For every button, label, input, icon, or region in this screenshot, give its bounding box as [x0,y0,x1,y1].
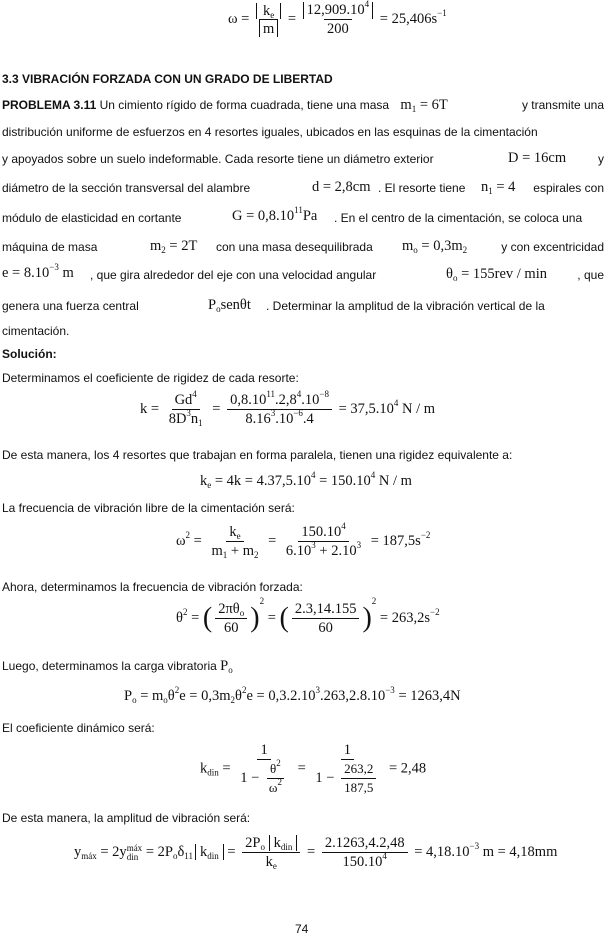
eq-text: 1 − [240,769,260,786]
inline-math: = 2T [169,238,198,254]
solution-text-2: De esta manera, los 4 resortes que trabajan en forma paralela, tienen una rigidez equivalente a: [2,448,513,462]
paragraph-text: Luego, determinamos la carga vibratoria [2,659,217,673]
solution-text-5 [2,659,233,673]
eq-text: = 25,406s [379,10,438,27]
fraction [303,2,374,37]
solution-text-6: El coeficiente dinámico será: [2,721,155,735]
eq-text: 3 [186,408,191,418]
eq-text: 60 [318,620,333,637]
equation-ke [200,470,412,490]
eq-text: 2P [245,835,261,851]
eq-text: 2 [259,596,265,606]
eq-text: θ [176,610,183,626]
eq-text: ω [176,532,186,549]
problem-line-8 [2,299,604,313]
inline-math: = 0,3m [421,238,463,254]
eq-text: = 263,2s [379,610,430,626]
section-heading: 3.3 VIBRACIÓN FORZADA CON UN GRADO DE LIBERTAD [2,72,333,86]
eq-text: m [259,19,278,37]
eq-text: .2,8 [275,392,297,408]
equation-Po [124,685,461,705]
paragraph-text: y [598,152,604,166]
inline-math: = 155rev / min [461,266,547,282]
paragraph-text: Un cimiento rígido de forma cuadrada, tiene una masa [96,98,390,112]
eq-text: = [287,10,297,27]
eq-text: y [74,843,82,860]
eq-text: = 2,48 [388,760,427,777]
eq-text: 4 [296,389,302,399]
eq-text: Gd [174,392,193,408]
problem-line-6 [2,240,604,254]
eq-text: 2 [174,685,180,695]
eq-text: m = 4,18mm [479,843,558,860]
eq-text: 3 [356,540,362,550]
eq-text: 150.10 [301,524,342,540]
problem-line-5 [2,205,604,225]
eq-text: = [297,760,306,777]
eq-text: 2 [182,607,188,617]
eq-text: din [207,850,219,861]
eq-text: = 150.10 [315,473,371,489]
eq-text: + 2.10 [315,543,357,559]
inline-math: o [413,245,418,255]
eq-text: o [163,695,168,705]
eq-text: o [132,695,137,705]
eq-text: 4 [310,470,316,480]
eq-text: 3 [311,540,316,550]
paragraph-text: y con excentricidad [501,240,604,254]
inline-math: θ [446,266,453,282]
paragraph-text: máquina de masa [2,240,98,254]
eq-text: 2 [230,695,236,705]
eq-text: 11 [266,389,276,399]
eq-text: P [124,688,133,704]
eq-text: 1 [198,418,203,428]
eq-text: .10 [275,411,294,427]
eq-text: 3 [315,685,320,695]
problem-line-9: cimentación. [2,324,70,338]
eq-text: θ [235,688,242,704]
equation-omega [176,521,431,560]
eq-text: 1 [341,742,354,760]
paragraph-text: espirales con [533,181,604,195]
eq-text: = [212,400,221,417]
eq-text: = 4,18.10 [414,843,470,860]
inline-math: 1 [411,104,417,114]
eq-text: −3 [469,840,480,851]
eq-text: 2.3,14.155 [292,601,360,619]
eq-text: din [207,767,219,778]
eq-text: .4 [302,411,314,427]
eq-text: 4 [382,851,387,861]
eq-text: 3 [270,408,276,418]
eq-text: o [260,842,265,852]
eq-text: 187,5 [344,780,374,795]
top-equation [228,2,447,37]
eq-text: 11 [184,850,193,861]
solution-text-4: Ahora, determinamos la frecuencia de vibración forzada: [2,580,303,594]
eq-text: = [222,760,231,777]
equation-ymax: $y_{máx} = 2y$ máx din = $2P_o\delta_{11}$ $k_{din}$ = $\frac{2P_o k_{din}}{k_e}$ = $\frac{2.1263,4.2,48}{150.10^4}$ = $4,18.10^{-3}$ m = 4,18mm [74,835,558,871]
inline-math: Pa [302,208,318,224]
eq-text: 2 [371,596,377,606]
paragraph-text: . Determinar la amplitud de la vibración vertical de la [266,299,545,313]
eq-text: 2 [185,529,191,540]
inline-math: −3 [49,262,59,272]
eq-text: 1 − [315,769,335,786]
paragraph-text: , que gira alrededor del eje con una velocidad angular [90,268,377,282]
eq-text: 1 [222,550,228,560]
inline-math: G = 0,8.10 [232,208,295,224]
eq-text: = [193,532,202,549]
inline-math: = 6T [419,97,448,113]
eq-text: 4 [364,0,370,9]
eq-text: 4 [370,470,376,480]
inline-math: 1 [488,186,493,196]
eq-text: N / m [375,473,412,489]
solution-label: Solución: [2,347,57,361]
eq-text: −6 [293,408,303,418]
eq-text: e = 0,3m [179,688,231,704]
eq-text: = 4k = 4.37,5.10 [214,473,311,489]
paragraph-text: diámetro de la sección transversal del alambre [2,181,251,195]
eq-text: 263,2 [341,761,376,779]
eq-text: = 1263,4N [394,688,461,704]
eq-text: −2 [420,529,431,540]
eq-text: 2.1263,4.2,48 [322,835,408,853]
eq-text: k [229,524,237,540]
eq-text: o [172,850,178,861]
paragraph-text: . En el centro de la cimentación, se coloca una [334,211,583,225]
paragraph-text: . El resorte tiene [378,181,466,195]
eq-text: 0,8.10 [230,392,267,408]
eq-text: δ [177,843,185,860]
eq-text: 2πθ [218,601,240,618]
problem-line-3 [2,152,604,166]
eq-text: k [273,835,281,851]
inline-math: m [58,265,74,281]
eq-text: e [207,480,212,490]
eq-text: máx [126,842,143,853]
eq-text: e [272,861,277,871]
solution-text-3: La frecuencia de vibración libre de la cimentación será: [2,501,295,515]
eq-text: k [200,760,208,777]
inline-math: D = 16cm [508,150,567,166]
eq-text: 2 [277,777,282,787]
inline-math: m [402,238,414,254]
eq-text: 8.16 [245,411,271,427]
eq-text: −1 [437,7,447,18]
equation-kdin [200,742,426,796]
eq-text: θ [270,761,277,776]
inline-math: m [400,97,412,113]
eq-text: k [262,2,271,19]
solution-text-1: Determinamos el coeficiente de rigidez de cada resorte: [2,371,299,385]
eq-text: e [270,9,275,20]
inline-math: P [208,297,217,313]
eq-text: n [190,411,199,427]
inline-math: 11 [294,205,303,215]
eq-text: ω = [228,10,250,27]
eq-text: 2 [253,550,259,560]
eq-text: o [239,608,245,619]
paragraph-text: y transmite una [521,98,604,112]
eq-text: = m [136,688,164,704]
eq-text: 6.10 [285,543,312,559]
inline-math: d = 2,8cm [312,179,371,195]
equation-theta: $\theta^2$ = ( $\frac{2\pi\theta_o}{60}$ )$^2$ = ( $\frac{2.3,14.155}{60}$ )$^2 = 263,2s^{-2}$ [176,596,440,637]
paragraph-text: con una masa desequilibrada [216,240,373,254]
inline-math: 2 [462,245,468,255]
inline-math: o [452,273,458,283]
eq-text: e [236,531,241,541]
inline-math: = 4 [496,179,516,195]
eq-text: = 2y [96,843,127,860]
problem-label: PROBLEMA 3.11 [2,98,97,112]
paragraph-text: y apoyados sobre un suelo indeformable. Cada resorte tiene un diámetro exterior [2,152,434,166]
eq-text: e = 0,3.2.10 [246,688,316,704]
inline-math: n [481,179,489,195]
eq-text: 60 [223,620,239,637]
eq-text: 150.10 [342,854,383,870]
fraction [256,3,281,37]
eq-text: k = [140,400,160,417]
eq-text: ω [268,780,278,795]
eq-text: .10 [301,392,320,408]
eq-text: + m [227,543,254,559]
eq-text: din [280,842,293,852]
eq-text: θ [167,688,175,704]
eq-text: 8D [168,411,187,427]
eq-text: m [211,543,223,559]
eq-text: = 187,5s [370,532,421,549]
inline-math: P [220,658,229,674]
inline-math: m [150,238,162,254]
eq-text: k [199,843,208,860]
solution-text-7: De esta manera, la amplitud de vibración será: [2,811,251,825]
paragraph-text: , que [577,268,604,282]
eq-text: 12,909.10 [306,2,365,18]
eq-text: −2 [430,607,440,617]
eq-text: 2 [241,685,247,695]
inline-math: o [216,304,221,314]
inline-math: senθt [220,297,251,313]
equation-k [140,389,436,428]
paragraph-text: genera una fuerza central [2,299,139,313]
eq-text: 4 [341,521,346,531]
eq-text: = 37,5.10 [338,400,394,417]
page-number: 74 [295,922,309,936]
problem-line-4 [2,181,604,195]
problem-line-2: distribución uniforme de esfuerzos en 4 resortes iguales, ubicados en las esquinas de la cimentación [2,125,538,139]
eq-text: k [200,473,208,489]
eq-text: = [268,532,277,549]
eq-text: máx [81,850,97,861]
eq-text: k [265,854,273,870]
eq-text: .263,2.8.10 [319,688,386,704]
problem-line-1 [2,98,604,112]
inline-math: 2 [161,245,166,255]
eq-text: 1 [257,742,270,760]
eq-text: 200 [324,19,352,37]
eq-text: −3 [385,685,395,695]
eq-text: −8 [319,389,329,399]
eq-text: = 2P [142,843,173,860]
inline-math: o [228,665,233,675]
eq-text: 4 [393,397,399,408]
eq-text: 2 [276,758,281,768]
eq-text: din [126,851,139,862]
eq-text: N / m [398,400,436,417]
paragraph-text: módulo de elasticidad en cortante [2,211,182,225]
inline-math: e = 8.10 [2,265,50,281]
eq-text: 4 [192,389,197,399]
